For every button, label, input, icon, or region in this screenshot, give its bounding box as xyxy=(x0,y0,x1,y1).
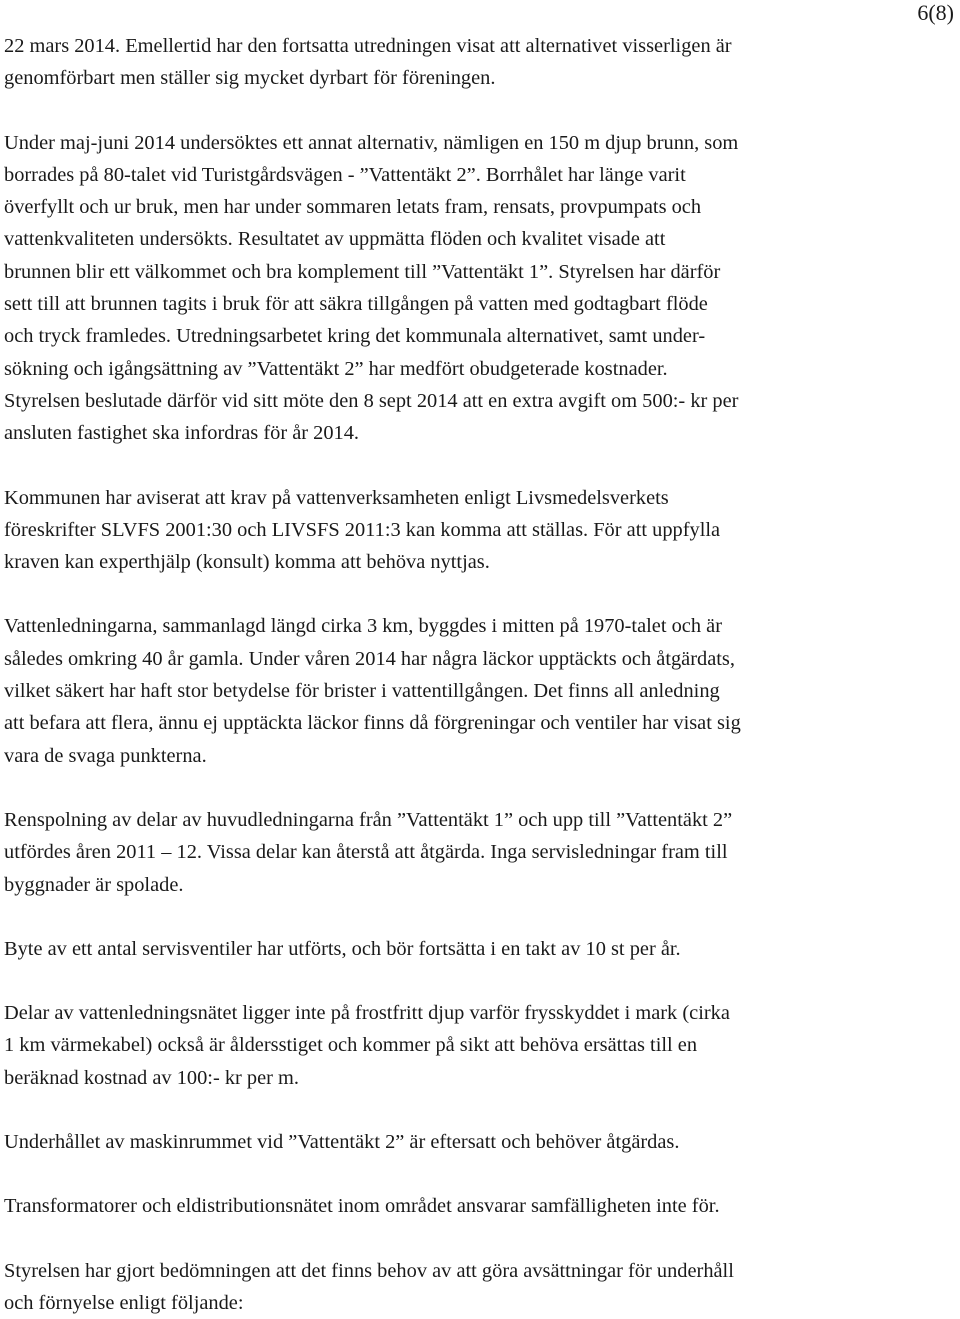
text-line: att befara att flera, ännu ej upptäckta läckor finns då förgreningar och ventiler har visat sig xyxy=(4,712,741,735)
text-line: Vattenledningarna, sammanlagd längd cirka 3 km, byggdes i mitten på 1970-talet och är xyxy=(4,615,722,638)
text-line: Transformatorer och eldistributionsnätet inom området ansvarar samfälligheten inte för. xyxy=(4,1195,720,1218)
text-line: 22 mars 2014. Emellertid har den fortsatta utredningen visat att alternativet visserligen är xyxy=(4,35,732,57)
text-line: föreskrifter SLVFS 2001:30 och LIVSFS 2011:3 kan komma att ställas. För att uppfylla xyxy=(4,518,721,541)
text-line: och förnyelse enligt följande: xyxy=(4,1291,244,1314)
text-line: Styrelsen har gjort bedömningen att det finns behov av att göra avsättningar för underhåll xyxy=(4,1259,734,1282)
paragraph-vattentakt-2 xyxy=(4,127,958,450)
text-line: vattenkvaliteten undersökts. Resultatet av uppmätta flöden och kvalitet visade att xyxy=(4,228,666,251)
paragraph-kommunen xyxy=(4,482,958,579)
text-line: genomförbart men ställer sig mycket dyrbart för föreningen. xyxy=(4,67,496,90)
paragraph-transformatorer xyxy=(4,1190,958,1222)
text-line: byggnader är spolade. xyxy=(4,873,184,896)
paragraph-maskinrummet xyxy=(4,1126,958,1158)
text-line: Styrelsen beslutade därför vid sitt möte den 8 sept 2014 att en extra avgift om 500:- kr per xyxy=(4,389,739,412)
text-line: överfyllt och ur bruk, men har under sommaren letats fram, rensats, provpumpats och xyxy=(4,196,702,219)
text-line: Kommunen har aviserat att krav på vattenverksamheten enligt Livsmedelsverkets xyxy=(4,486,669,509)
text-line: Under maj-juni 2014 undersöktes ett annat alternativ, nämligen en 150 m djup brunn, som xyxy=(4,131,739,154)
text-line: sett till att brunnen tagits i bruk för att säkra tillgången på vatten med godtagbart flöde xyxy=(4,293,708,316)
text-line: Renspolning av delar av huvudledningarna från ”Vattentäkt 1” och upp till ”Vattentäkt 2” xyxy=(4,808,733,831)
text-line: Underhållet av maskinrummet vid ”Vattentäkt 2” är eftersatt och behöver åtgärdas. xyxy=(4,1131,680,1154)
paragraph-vattenledningarna xyxy=(4,610,958,771)
text-line: Delar av vattenledningsnätet ligger inte på frostfritt djup varför frysskyddet i mark (cirka xyxy=(4,1002,730,1025)
paragraph-renspolning xyxy=(4,804,958,901)
text-line: sökning och igångsättning av ”Vattentäkt 2” har medfört obudgeterade kostnader. xyxy=(4,357,668,380)
text-line: utfördes åren 2011 – 12. Vissa delar kan återstå att åtgärda. Inga servisledningar fram till xyxy=(4,841,728,864)
paragraph-avsattningar xyxy=(4,1255,958,1319)
page-number: 6(8) xyxy=(917,0,954,25)
text-line: brunnen blir ett välkommet och bra komplement till ”Vattentäkt 1”. Styrelsen har därför xyxy=(4,260,721,283)
text-line: borrades på 80-talet vid Turistgårdsvägen - ”Vattentäkt 2”. Borrhålet har länge varit xyxy=(4,163,686,186)
text-line: Byte av ett antal servisventiler har utförts, och bör fortsätta i en takt av 10 st per år. xyxy=(4,937,681,960)
text-line: beräknad kostnad av 100:- kr per m. xyxy=(4,1066,300,1089)
text-line: ansluten fastighet ska infordras för år 2014. xyxy=(4,422,360,445)
text-line: 1 km värmekabel) också är åldersstiget och kommer på sikt att behöva ersättas till en xyxy=(4,1034,698,1057)
text-line: kraven kan experthjälp (konsult) komma att behöva nyttjas. xyxy=(4,551,490,574)
text-line: vilket säkert har haft stor betydelse för brister i vattentillgången. Det finns all anledning xyxy=(4,680,720,703)
document-body xyxy=(4,30,958,1319)
paragraph-intro-continued xyxy=(4,30,958,95)
paragraph-servisventiler xyxy=(4,933,958,965)
text-line: vara de svaga punkterna. xyxy=(4,744,207,767)
paragraph-frysskydd xyxy=(4,997,958,1094)
text-line: således omkring 40 år gamla. Under våren 2014 har några läckor upptäckts och åtgärdats, xyxy=(4,647,735,670)
text-line: och tryck framledes. Utredningsarbetet kring det kommunala alternativet, samt under- xyxy=(4,325,706,348)
